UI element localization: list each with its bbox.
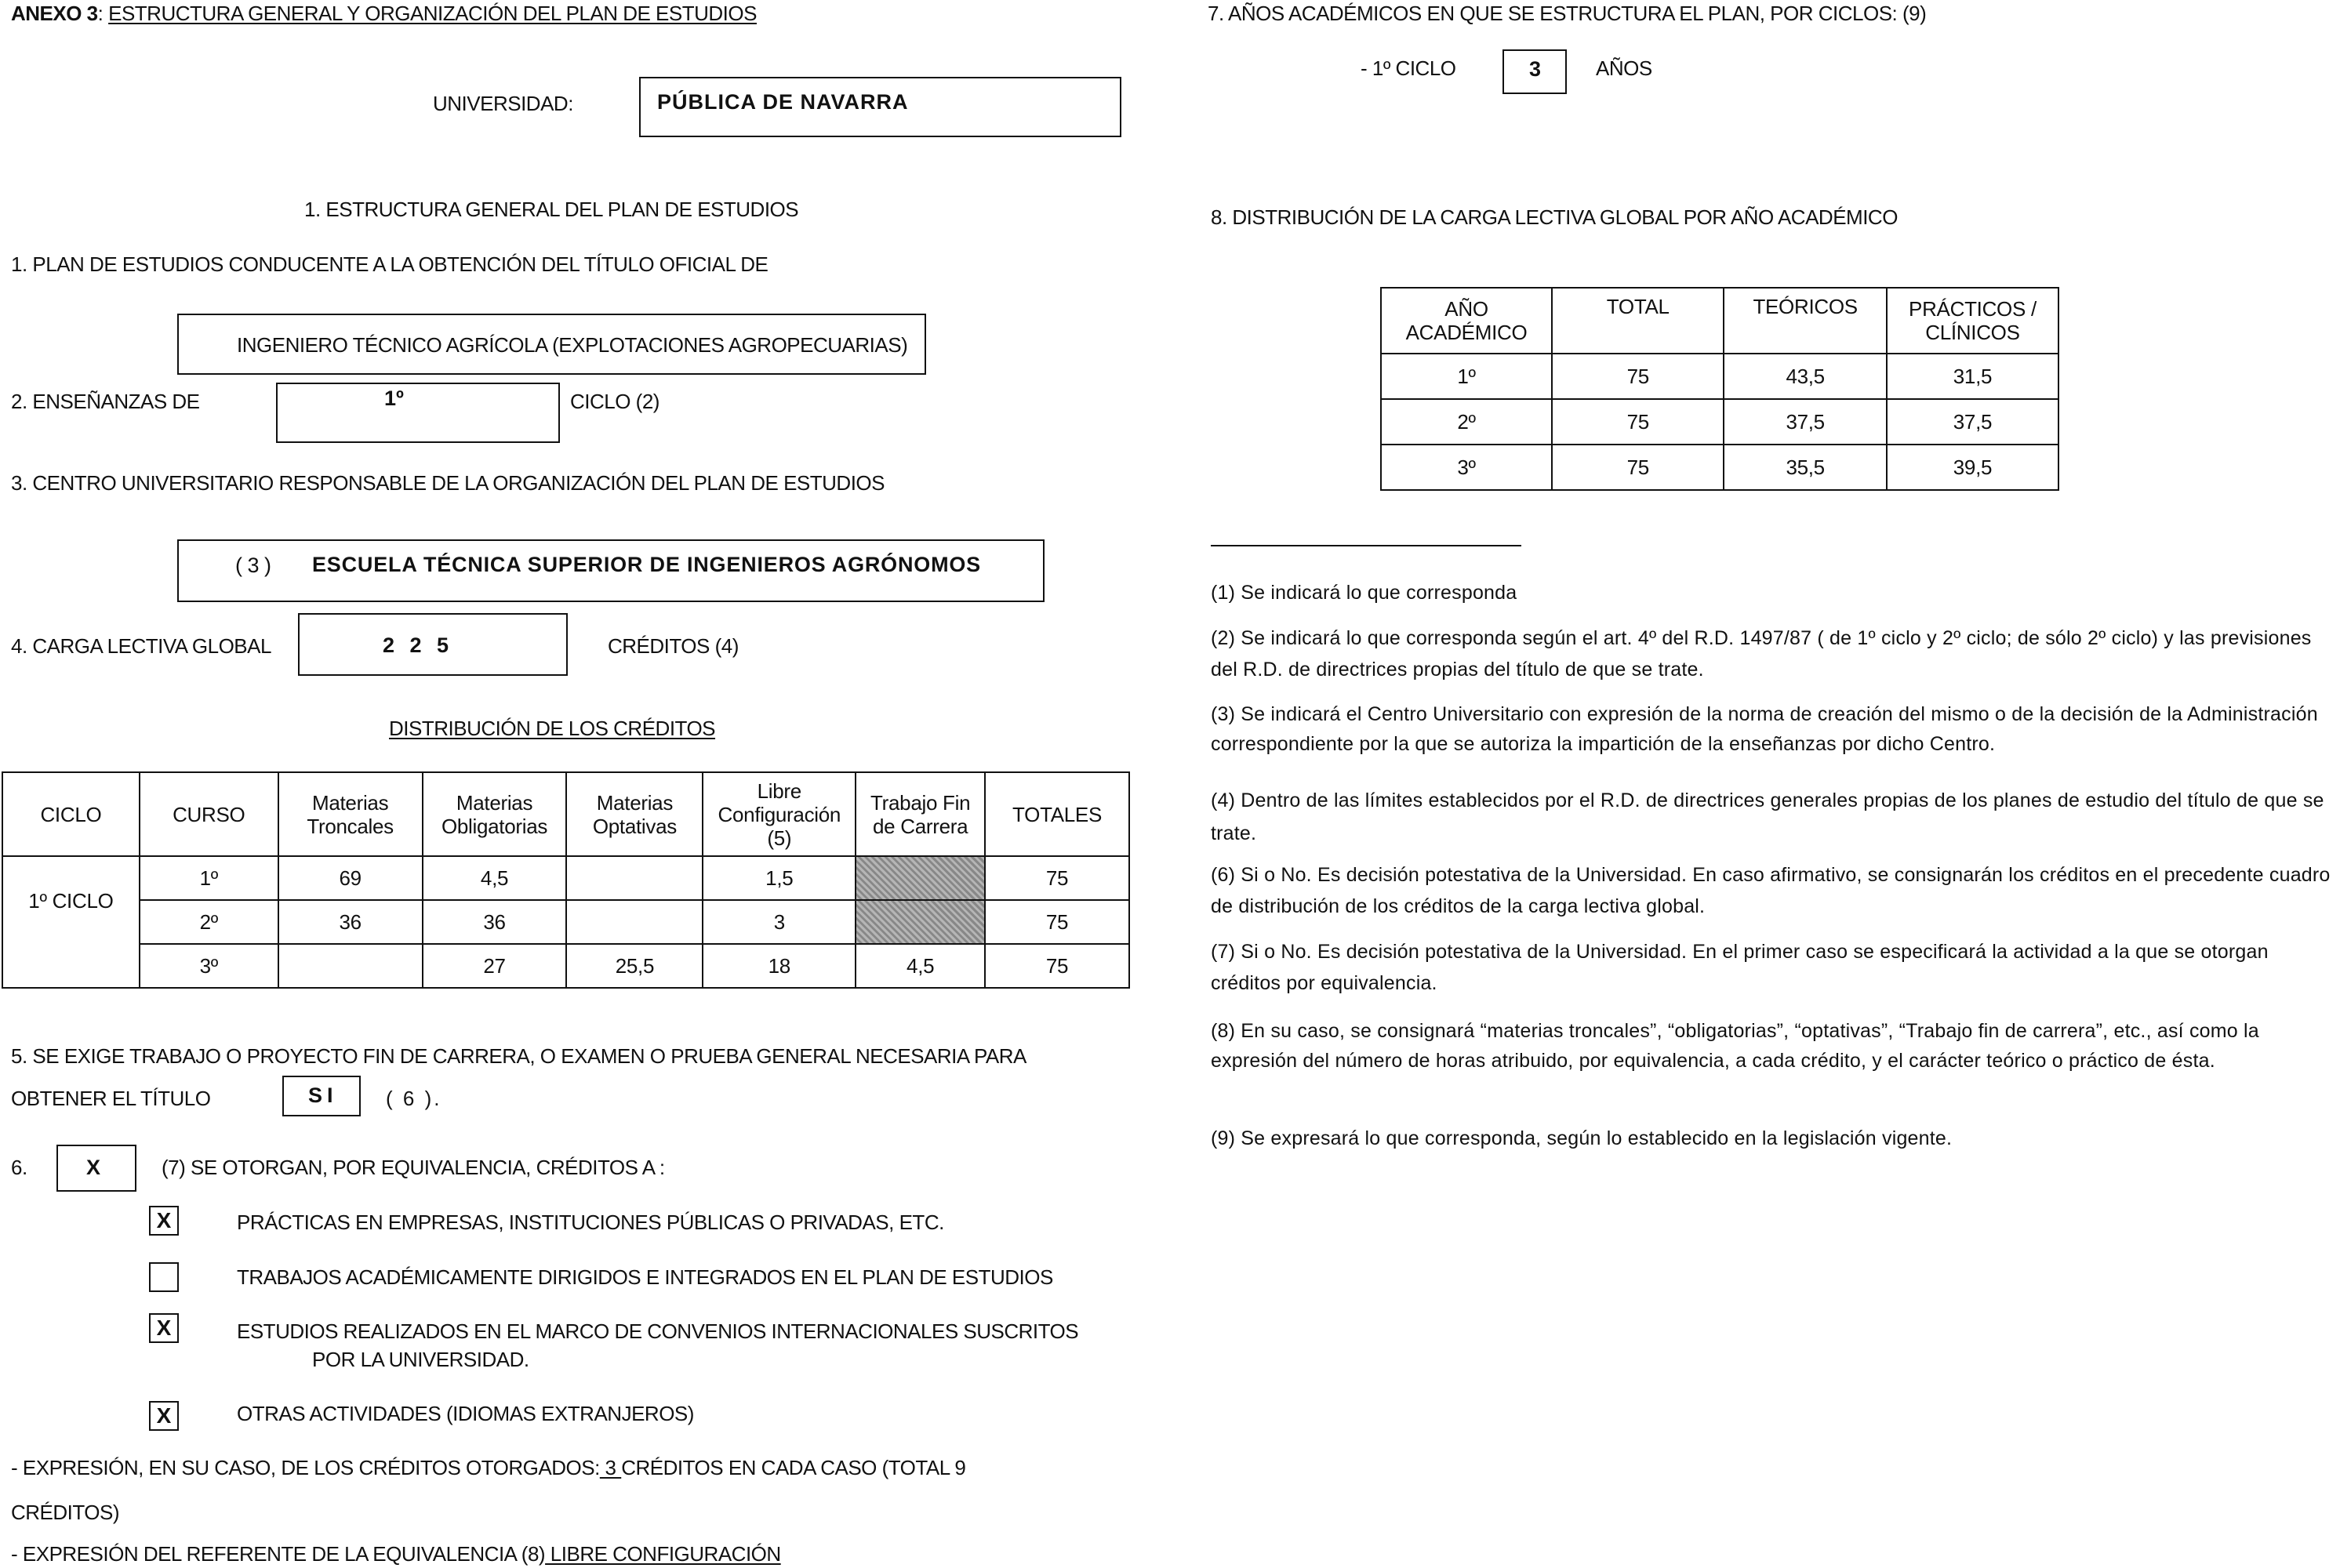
item5-line1: 5. SE EXIGE TRABAJO O PROYECTO FIN DE CARRERA, O EXAMEN O PRUEBA GENERAL NECESARIA PARA <box>11 1044 1026 1068</box>
item4-suffix: CRÉDITOS (4) <box>608 634 739 658</box>
item2-label: 2. ENSEÑANZAS DE <box>11 390 200 413</box>
referente-value: LIBRE CONFIGURACIÓN <box>545 1542 781 1566</box>
expresion-line2: CRÉDITOS) <box>11 1501 120 1524</box>
table-row <box>2 944 1129 988</box>
curso-cell: 2º <box>140 900 278 944</box>
option-otras-checkbox[interactable]: X <box>149 1401 179 1431</box>
troncales-cell: 36 <box>278 900 423 944</box>
footnote-7: (7) Si o No. Es decisión potestativa de la Universidad. En el primer caso se especificará la actividad a la que se otorgan créditos por equivalencia. <box>1211 941 2269 994</box>
item6-label: (7) SE OTORGAN, POR EQUIVALENCIA, CRÉDITOS A : <box>162 1156 665 1179</box>
anios-value: 3 <box>1529 57 1542 81</box>
practicos-cell: 37,5 <box>1887 399 2058 445</box>
annex-label: ANEXO 3 <box>11 2 98 25</box>
option-convenios-label: ESTUDIOS REALIZADOS EN EL MARCO DE CONVENIOS INTERNACIONALES SUSCRITOS <box>237 1319 1079 1343</box>
ensenanzas-box <box>276 383 560 443</box>
footnote-2: (2) Se indicará lo que corresponda según el art. 4º del R.D. 1497/87 ( de 1º ciclo y 2º ciclo; de sólo 2º ciclo) y las previsiones del R.D. de directrices propias del título de que se trate. <box>1211 627 2312 681</box>
item8-label: 8. DISTRIBUCIÓN DE LA CARGA LECTIVA GLOBAL POR AÑO ACADÉMICO <box>1211 205 1898 229</box>
item5-suffix: ( 6 ). <box>386 1087 442 1110</box>
troncales-header-text: Materias Troncales <box>307 790 394 838</box>
expresion-suffix: CRÉDITOS EN CADA CASO (TOTAL 9 <box>621 1456 966 1479</box>
footnote-9: (9) Se expresará lo que corresponda, según lo establecido en la legislación vigente. <box>1211 1127 1953 1149</box>
table-row <box>2 856 1129 900</box>
col-header-obligatorias <box>423 772 567 856</box>
practicos-header-text: PRÁCTICOS / CLÍNICOS <box>1909 297 2037 344</box>
col-header-anio <box>1381 288 1552 354</box>
teoricos-cell: 35,5 <box>1724 445 1887 490</box>
trabajo-cell: 4,5 <box>856 944 985 988</box>
col-header-libre <box>703 772 856 856</box>
item7-ciclo: - 1º CICLO <box>1361 56 1456 80</box>
curso-cell: 3º <box>140 944 278 988</box>
col-header-practicos <box>1887 288 2058 354</box>
optativas-header-text: Materias Optativas <box>592 790 677 838</box>
libre-cell: 18 <box>703 944 856 988</box>
titulo-value: INGENIERO TÉCNICO AGRÍCOLA (EXPLOTACIONES AGROPECUARIAS) <box>237 333 908 357</box>
centro-ref: ( 3 ) <box>235 554 271 577</box>
option-trabajos-label: TRABAJOS ACADÉMICAMENTE DIRIGIDOS E INTEGRADOS EN EL PLAN DE ESTUDIOS <box>237 1265 1053 1289</box>
libre-cell: 3 <box>703 900 856 944</box>
col-header-ciclo: CICLO <box>2 772 140 856</box>
footnote-3: (3) Se indicará el Centro Universitario con expresión de la norma de creación del mismo o de la decisión de la Administración correspondiente por la que se autoriza la impartición de la enseñanzas por dicho Centro. <box>1211 703 2318 755</box>
option-trabajos-checkbox[interactable] <box>149 1262 179 1292</box>
obligatorias-header-text: Materias Obligatorias <box>441 790 548 838</box>
trabajo-fin-value: SI <box>308 1083 338 1107</box>
referente-equivalencia <box>11 1542 781 1566</box>
teoricos-cell: 37,5 <box>1724 399 1887 445</box>
col-header-total: TOTAL <box>1552 288 1724 354</box>
table-row <box>1381 399 2058 445</box>
item2-suffix: CICLO (2) <box>570 390 659 413</box>
col-header-curso: CURSO <box>140 772 278 856</box>
trabajo-header-text: Trabajo Fin de Carrera <box>870 790 971 838</box>
libre-cell: 1,5 <box>703 856 856 900</box>
ciclo-cell-empty <box>2 944 140 988</box>
item5-line2: OBTENER EL TÍTULO <box>11 1087 211 1110</box>
troncales-cell <box>278 944 423 988</box>
trabajo-cell-shaded <box>856 900 985 944</box>
annex-title: ESTRUCTURA GENERAL Y ORGANIZACIÓN DEL PLAN DE ESTUDIOS <box>108 2 757 25</box>
footnote-1: (1) Se indicará lo que corresponda <box>1211 582 1517 604</box>
option-otras-label: OTRAS ACTIVIDADES (IDIOMAS EXTRANJEROS) <box>237 1402 694 1425</box>
practicos-cell: 39,5 <box>1887 445 2058 490</box>
credits-distribution-table <box>2 771 1130 989</box>
footnote-4: (4) Dentro de las límites establecidos por el R.D. de directrices generales propias de los planes de estudio del título de que se trate. <box>1211 789 2324 844</box>
item1-label: 1. PLAN DE ESTUDIOS CONDUCENTE A LA OBTENCIÓN DEL TÍTULO OFICIAL DE <box>11 252 768 276</box>
item7-label: 7. AÑOS ACADÉMICOS EN QUE SE ESTRUCTURA EL PLAN, POR CICLOS: (9) <box>1208 2 1927 25</box>
footnote-8: (8) En su caso, se consignará “materias troncales”, “obligatorias”, “optativas”, “Trabajo fin de carrera”, etc., así como la expresión del número de horas atribuido, por equivalencia, a cada crédito, y el carácter teórico o práctico de ésta. <box>1211 1020 2259 1072</box>
carga-anual-table <box>1380 287 2059 491</box>
referente-prefix: - EXPRESIÓN DEL REFERENTE DE LA EQUIVALENCIA (8) <box>11 1542 546 1566</box>
trabajo-cell-shaded <box>856 856 985 900</box>
table-header-row <box>1381 288 2058 354</box>
col-header-totales: TOTALES <box>985 772 1129 856</box>
col-header-optativas <box>566 772 703 856</box>
footnote-divider <box>1211 545 1521 546</box>
total-cell: 75 <box>1552 354 1724 399</box>
troncales-cell: 69 <box>278 856 423 900</box>
col-header-troncales <box>278 772 423 856</box>
ensenanzas-value: 1º <box>384 387 404 410</box>
table-header-row <box>2 772 1129 856</box>
totales-cell: 75 <box>985 944 1129 988</box>
expresion-creditos <box>11 1456 965 1479</box>
option-convenios-checkbox[interactable]: X <box>149 1313 179 1343</box>
universidad-label: UNIVERSIDAD: <box>433 92 573 115</box>
item4-label: 4. CARGA LECTIVA GLOBAL <box>11 634 271 658</box>
table-row <box>1381 445 2058 490</box>
table-row <box>2 900 1129 944</box>
annex-header: ANEXO 3: ESTRUCTURA GENERAL Y ORGANIZACIÓN DEL PLAN DE ESTUDIOS <box>11 2 757 25</box>
optativas-cell <box>566 856 703 900</box>
col-header-teoricos: TEÓRICOS <box>1724 288 1887 354</box>
total-cell: 75 <box>1552 399 1724 445</box>
expresion-value: 3 <box>599 1456 622 1479</box>
teoricos-cell: 43,5 <box>1724 354 1887 399</box>
universidad-value: PÚBLICA DE NAVARRA <box>657 90 909 114</box>
option-convenios-label-line2: POR LA UNIVERSIDAD. <box>312 1348 529 1371</box>
optativas-cell: 25,5 <box>566 944 703 988</box>
item6-number: 6. <box>11 1156 27 1179</box>
option-practicas-label: PRÁCTICAS EN EMPRESAS, INSTITUCIONES PÚBLICAS O PRIVADAS, ETC. <box>237 1210 944 1234</box>
libre-header-text: Libre Configuración (5) <box>718 779 841 850</box>
practicos-cell: 31,5 <box>1887 354 2058 399</box>
item3-label: 3. CENTRO UNIVERSITARIO RESPONSABLE DE LA ORGANIZACIÓN DEL PLAN DE ESTUDIOS <box>11 471 885 495</box>
anio-cell: 3º <box>1381 445 1552 490</box>
totales-cell: 75 <box>985 856 1129 900</box>
obligatorias-cell: 36 <box>423 900 567 944</box>
total-cell: 75 <box>1552 445 1724 490</box>
ciclo-cell: 1º CICLO <box>2 856 140 944</box>
anio-cell: 1º <box>1381 354 1552 399</box>
optativas-cell <box>566 900 703 944</box>
carga-value: 2 2 5 <box>383 633 454 657</box>
equivalencia-value: X <box>86 1156 101 1179</box>
curso-cell: 1º <box>140 856 278 900</box>
totales-cell: 75 <box>985 900 1129 944</box>
footnote-6: (6) Si o No. Es decisión potestativa de la Universidad. En caso afirmativo, se consignarán los créditos en el precedente cuadro de distribución de los créditos de la carga lectiva global. <box>1211 864 2331 917</box>
obligatorias-cell: 27 <box>423 944 567 988</box>
option-practicas-checkbox[interactable]: X <box>149 1206 179 1236</box>
anio-header-text: AÑO ACADÉMICO <box>1405 297 1528 344</box>
expresion-prefix: - EXPRESIÓN, EN SU CASO, DE LOS CRÉDITOS OTORGADOS: <box>11 1456 600 1479</box>
col-header-trabajo <box>856 772 985 856</box>
anio-cell: 2º <box>1381 399 1552 445</box>
item7-unit: AÑOS <box>1596 56 1652 80</box>
table-row <box>1381 354 2058 399</box>
distribution-title: DISTRIBUCIÓN DE LOS CRÉDITOS <box>389 717 716 740</box>
obligatorias-cell: 4,5 <box>423 856 567 900</box>
section1-heading: 1. ESTRUCTURA GENERAL DEL PLAN DE ESTUDIOS <box>304 198 799 221</box>
centro-value: ESCUELA TÉCNICA SUPERIOR DE INGENIEROS AGRÓNOMOS <box>312 553 981 576</box>
